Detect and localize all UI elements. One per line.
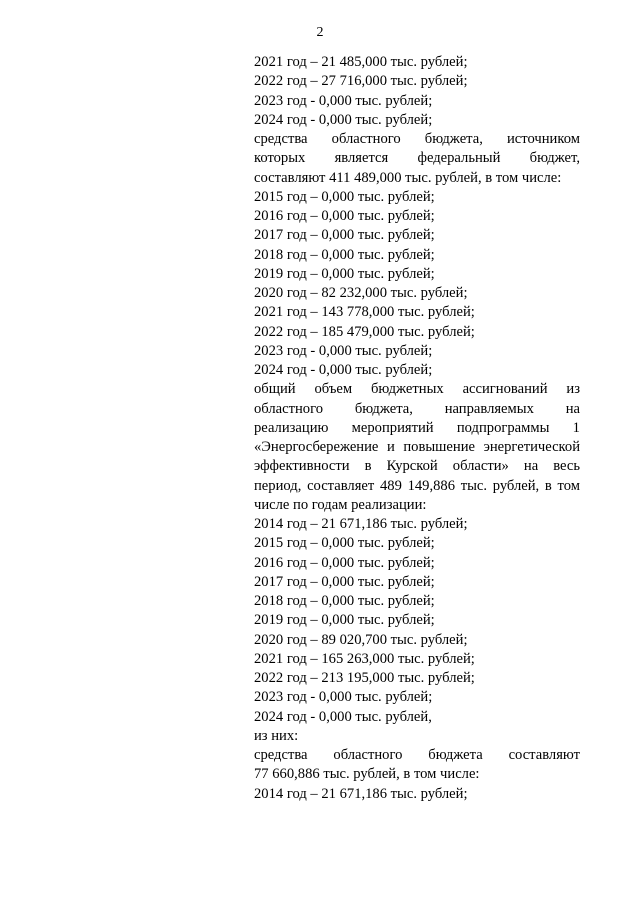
text-line xyxy=(254,419,580,438)
word: на xyxy=(565,400,580,417)
text-line: 2022 год – 185 479,000 тыс. рублей; xyxy=(254,323,475,340)
word: в xyxy=(544,477,552,494)
text-line: 2019 год – 0,000 тыс. рублей; xyxy=(254,612,435,629)
word: бюджетных xyxy=(371,381,444,398)
word: направляемых xyxy=(444,400,534,417)
word: источником xyxy=(507,131,580,147)
word: составляет xyxy=(307,477,375,494)
word: подпрограммы xyxy=(456,419,550,436)
word: из xyxy=(566,381,580,398)
word: «Энергосбережение xyxy=(254,439,379,455)
text-line: 2016 год – 0,000 тыс. рублей; xyxy=(254,208,435,224)
word: в xyxy=(364,458,372,475)
word: 1 xyxy=(572,419,580,436)
text-line: 2018 год – 0,000 тыс. рублей; xyxy=(254,246,435,263)
text-line: 2015 год – 0,000 тыс. рублей; xyxy=(254,535,435,552)
text-line: 2023 год - 0,000 тыс. рублей; xyxy=(254,689,433,706)
text-line xyxy=(254,400,580,419)
word: на xyxy=(523,458,539,475)
word: областного xyxy=(333,747,403,763)
text-line: числе по годам реализации: xyxy=(254,496,427,513)
text-line xyxy=(254,438,580,457)
text-line: из них: xyxy=(254,727,299,744)
text-line: 2017 год – 0,000 тыс. рублей; xyxy=(254,227,435,244)
text-line: составляют 411 489,000 тыс. рублей, в том числе: xyxy=(254,169,562,186)
word: бюджета xyxy=(428,747,483,763)
word: тыс. xyxy=(460,477,488,494)
word: ассигнований xyxy=(462,381,548,398)
text-line: 2024 год - 0,000 тыс. рублей, xyxy=(254,708,432,725)
text-line xyxy=(254,130,580,149)
text-line: 2022 год – 27 716,000 тыс. рублей; xyxy=(254,73,468,90)
text-line xyxy=(254,149,580,168)
text-line xyxy=(254,477,580,496)
text-line: 2017 год – 0,000 тыс. рублей; xyxy=(254,573,435,590)
word: реализацию xyxy=(254,419,329,436)
word: является xyxy=(334,150,389,167)
word: весь xyxy=(553,458,580,475)
text-line: 2020 год – 82 232,000 тыс. рублей; xyxy=(254,285,468,301)
text-line: 2021 год – 143 778,000 тыс. рублей; xyxy=(254,304,475,321)
text-line: 2024 год - 0,000 тыс. рублей; xyxy=(254,111,433,128)
text-line xyxy=(254,746,580,765)
text-line: 2023 год - 0,000 тыс. рублей; xyxy=(254,92,433,109)
word: средства xyxy=(254,131,308,147)
word: энергетической xyxy=(483,439,580,455)
word: 489 xyxy=(379,477,402,494)
word: областного xyxy=(254,400,323,417)
text-line: 2014 год – 21 671,186 тыс. рублей; xyxy=(254,785,468,802)
word: и xyxy=(386,439,395,455)
word: повышение xyxy=(403,439,475,455)
word: которых xyxy=(254,150,306,167)
word: том xyxy=(557,477,580,494)
word: бюджет, xyxy=(529,150,580,167)
page-number: 2 xyxy=(316,25,324,40)
word: бюджета, xyxy=(424,131,483,147)
word: объем xyxy=(314,381,353,398)
word: бюджета, xyxy=(354,400,413,417)
word: эффективности xyxy=(254,458,350,475)
text-line xyxy=(254,457,580,476)
word: Курской xyxy=(386,458,438,475)
text-line: 2015 год – 0,000 тыс. рублей; xyxy=(254,188,435,205)
document-body xyxy=(254,53,580,804)
word: области» xyxy=(452,458,509,475)
text-line: 2016 год – 0,000 тыс. рублей; xyxy=(254,554,435,571)
text-line: 2020 год – 89 020,700 тыс. рублей; xyxy=(254,631,468,648)
text-line: 2021 год – 21 485,000 тыс. рублей; xyxy=(254,54,468,70)
word: федеральный xyxy=(417,150,501,167)
text-line xyxy=(254,380,580,399)
text-line: 2021 год – 165 263,000 тыс. рублей; xyxy=(254,650,475,667)
word: мероприятий xyxy=(351,419,434,436)
word: средства xyxy=(254,747,308,763)
word: рублей, xyxy=(492,477,540,494)
text-line: 77 660,886 тыс. рублей, в том числе: xyxy=(254,766,480,783)
text-line: 2023 год - 0,000 тыс. рублей; xyxy=(254,342,433,359)
text-line: 2018 год – 0,000 тыс. рублей; xyxy=(254,593,435,609)
text-line: 2024 год - 0,000 тыс. рублей; xyxy=(254,362,433,378)
word: период, xyxy=(254,477,302,494)
text-line: 2019 год – 0,000 тыс. рублей; xyxy=(254,265,435,282)
word: составляют xyxy=(508,747,580,763)
text-line: 2014 год – 21 671,186 тыс. рублей; xyxy=(254,516,468,532)
word: 149,886 xyxy=(407,477,455,494)
word: областного xyxy=(331,131,401,147)
text-line: 2022 год – 213 195,000 тыс. рублей; xyxy=(254,670,475,686)
word: общий xyxy=(254,381,296,398)
